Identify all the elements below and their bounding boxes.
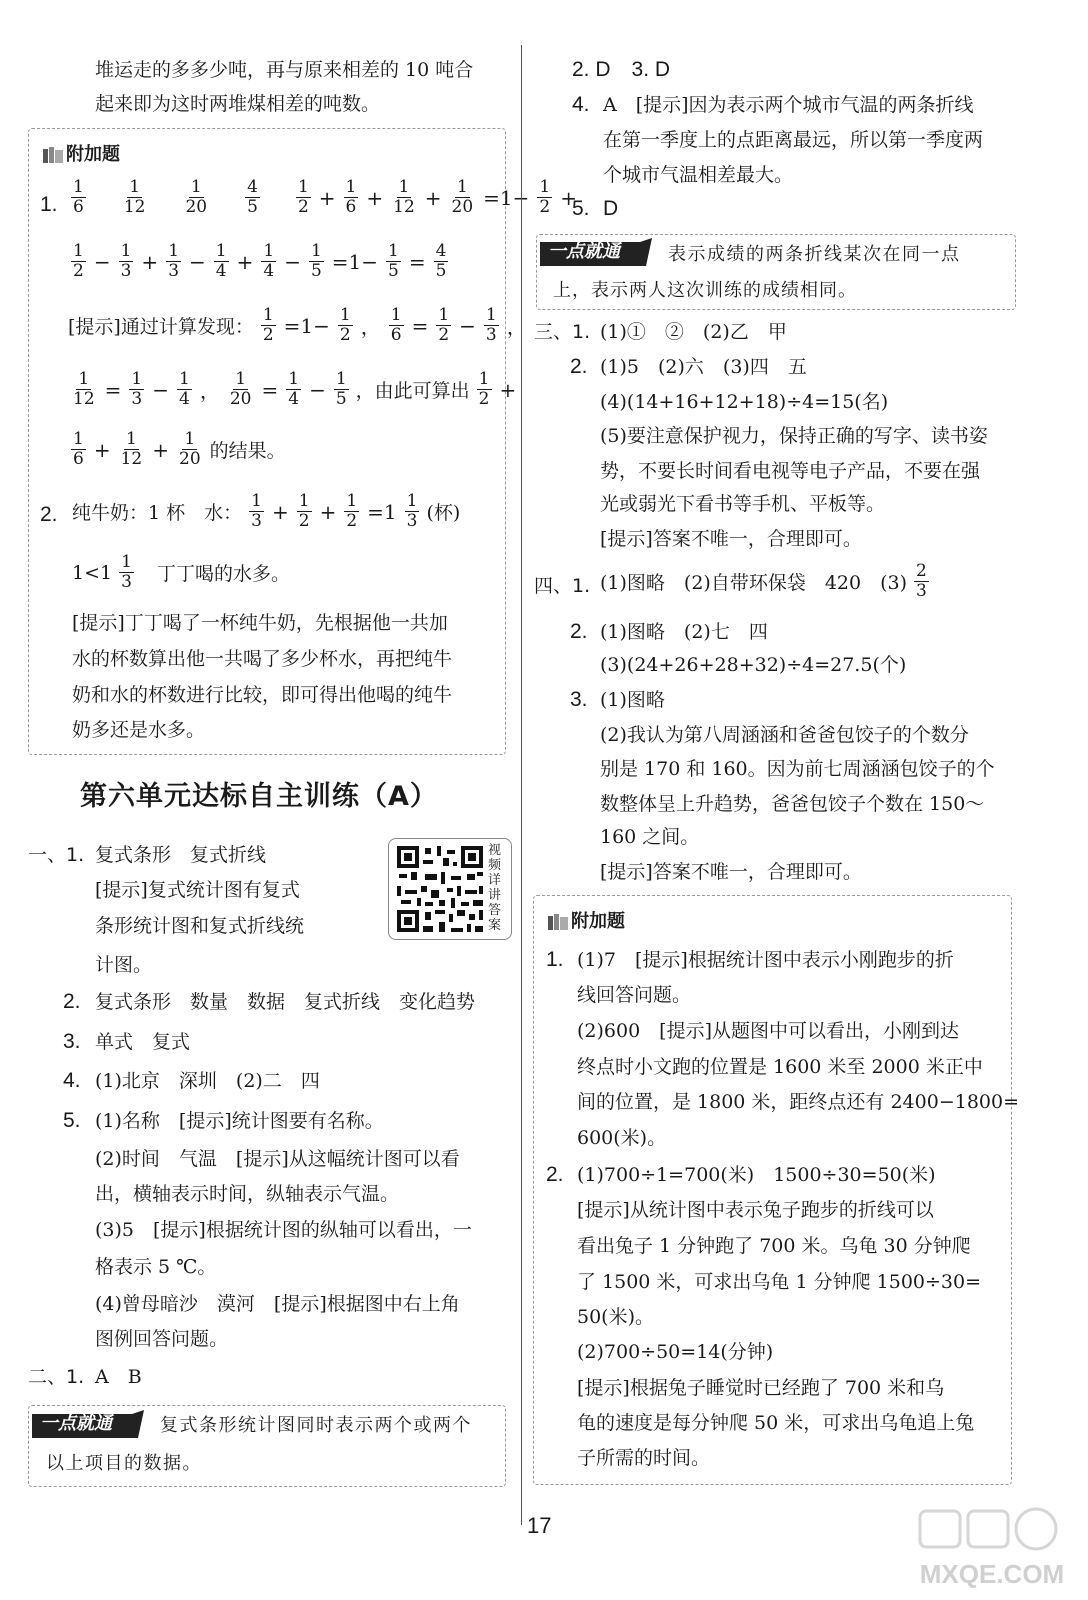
question-number: 3. [63,1030,81,1053]
section-label: 二、1. [28,1366,85,1388]
answer-line: 160 之间。 [600,826,700,848]
text-line: 起来即为这时两堆煤相差的吨数。 [95,93,381,115]
answer-line: (3)(24+26+28+32)÷4=27.5(个) [600,654,907,676]
math-line: 1<1 $\frac{1}{3}$ 丁丁喝的水多。 [72,552,290,592]
hint-line: [提示]答案不唯一，合理即可。 [600,861,862,883]
answer-line: (1)图略 (2)七 四 [600,621,768,643]
question-number: 3. [570,688,588,711]
question-number: 2. [63,990,81,1013]
extra-question-heading: 附加题 [571,911,625,932]
math-line: $\frac{1}{2}$ − $\frac{1}{3}$ + $\frac{1}{3}$ − $\frac{1}{4}$ + $\frac{1}{4}$ − $\frac{1}{5}$ =1− $\frac{1}{5}$ = $\frac{4}{5}$ [73,241,447,281]
answer-line: (2)700÷50=14(分钟) [577,1341,774,1363]
hint-line: [提示]复式统计图有复式 [95,879,300,901]
tip-line: 以上项目的数据。 [46,1453,202,1474]
answer-line: 别是 170 和 160。因为前七周涵涵包饺子的个 [600,758,995,780]
page-title: 第六单元达标自主训练（A） [80,781,438,812]
answer-line: 在第一季度上的点距离最远，所以第一季度两 [603,129,984,151]
answer-line: (1)700÷1=700(米) 1500÷30=50(米) [577,1164,936,1186]
answer-line: 600(米)。 [577,1127,667,1149]
section-label: 四、1. [534,575,591,597]
answer-line: 光或弱光下看书等手机、平板等。 [600,493,886,515]
tip-line: 表示成绩的两条折线某次在同一点 [668,244,961,265]
tip-line: 复式条形统计图同时表示两个或两个 [160,1415,472,1436]
answer-line: 2. D 3. D [572,58,671,81]
answer-line: 间的位置，是 1800 米，距终点还有 2400−1800= [577,1091,1020,1113]
question-number: 5. [63,1109,81,1132]
tip-badge: 一点就通 [548,241,620,262]
answer-line: (2)我认为第八周涵涵和爸爸包饺子的个数分 [600,724,969,746]
question-number: 1. [40,193,58,216]
answer-line: (4)(14+16+12+18)÷4=15(名) [600,391,889,413]
qr-code-icon [395,844,485,934]
answer-line: 终点时小文跑的位置是 1600 米至 2000 米正中 [577,1056,983,1078]
tip-badge: 一点就通 [40,1413,112,1434]
answer-line: (2)时间 气温 [提示]从这幅统计图可以看 [95,1148,460,1170]
answer-line: (1)5 (2)六 (3)四 五 [600,356,807,378]
math-line: $\frac{1}{12}$ = $\frac{1}{3}$ − $\frac{1}{4}$ ， $\frac{1}{20}$ = $\frac{1}{4}$ − $\frac{1}{5}$ ，由此可算出 $\frac{1}{2}$ + [73,369,517,409]
answer-line: (1)图略 [600,689,665,711]
qr-code[interactable] [388,838,512,940]
hint-line: 奶和水的杯数进行比较，即可得出他喝的纯牛 [72,684,453,706]
answer-line: 出，横轴表示时间，纵轴表示气温。 [95,1183,400,1205]
question-number: 2. [570,355,588,378]
watermark-logo [912,1505,1072,1597]
math-line: $\frac{1}{6}$ $\frac{1}{12}$ $\frac{1}{20}$ $\frac{4}{5}$ $\frac{1}{2}$ + $\frac{1}{6}$ + $\frac{1}{12}$ + $\frac{1}{20}$ =1− $\frac{1}{2}$ + [73,177,578,217]
hint-line: [提示]丁丁喝了一杯纯牛奶，先根据他一共加 [72,612,448,634]
question-number: 5. [572,197,590,220]
question-number: 2. [40,503,58,526]
hint-line: 条形统计图和复式折线统 [95,915,305,937]
answer-line: 复式条形 数量 数据 复式折线 变化趋势 [95,991,476,1013]
qr-caption: 视频详讲答案 [488,843,502,933]
answer-line: (3)5 [提示]根据统计图的纵轴可以看出，一 [95,1219,472,1241]
question-number: 2. [570,620,588,643]
hint-line: 了 1500 米，可求出乌龟 1 分钟爬 1500÷30= [577,1271,982,1293]
math-line: [提示]通过计算发现： $\frac{1}{2}$ =1− $\frac{1}{2}$ ， $\frac{1}{6}$ = $\frac{1}{2}$ − $\frac{1}{3}$ ， [68,305,527,345]
answer-line: 复式条形 复式折线 [95,844,267,866]
answer-line: D [603,197,619,220]
question-number: 2. [546,1163,564,1186]
answer-line: (1)名称 [提示]统计图要有名称。 [95,1110,384,1132]
hint-line: 奶多还是水多。 [72,719,206,741]
hint-line: [提示]从统计图中表示兔子跑步的折线可以 [577,1199,934,1221]
answer-line: 格表示 5 ℃。 [95,1256,217,1278]
answer-line: A [提示]因为表示两个城市气温的两条折线 [603,94,974,116]
answer-line: (1)① ② (2)乙 甲 [600,321,787,343]
answer-line: 个城市气温相差最大。 [603,164,794,186]
answer-line: 数整体呈上升趋势，爸爸包饺子个数在 150～ [600,793,985,815]
page-number: 17 [527,1513,552,1538]
hint-line: [提示]根据兔子睡觉时已经跑了 700 米和乌 [577,1377,945,1399]
hint-line: 龟的速度是每分钟爬 50 米，可求出乌龟追上兔 [577,1412,975,1434]
tip-line: 上，表示两人这次训练的成绩相同。 [553,280,857,301]
answer-line: 图例回答问题。 [95,1328,229,1350]
hint-line: [提示]答案不唯一，合理即可。 [600,528,862,550]
answer-line: 势，不要长时间看电视等电子产品，不要在强 [600,460,981,482]
book-icon [42,146,64,164]
column-divider [521,45,522,1525]
question-number: 4. [572,93,590,116]
watermark-text: MXQE.COM [919,1559,1065,1589]
answer-line: (4)曾母暗沙 漠河 [提示]根据图中右上角 [95,1293,460,1315]
text-line: 堆运走的多多少吨，再与原来相差的 10 吨合 [95,59,474,81]
answer-line: A B [95,1366,142,1388]
answer-line: (1)7 [提示]根据统计图中表示小刚跑步的折 [577,949,954,971]
section-label: 三、1. [534,321,591,343]
answer-line: (5)要注意保护视力，保持正确的写字、读书姿 [600,425,988,447]
book-icon [547,913,569,931]
answer-line: (1)北京 深圳 (2)二 四 [95,1070,320,1092]
answer-line: (2)600 [提示]从题图中可以看出，小刚到达 [577,1020,960,1042]
hint-line: 水的杯数算出他一共喝了多少杯水，再把纯牛 [72,648,453,670]
question-number: 1. [546,948,564,971]
hint-line: 50(米)。 [577,1306,655,1328]
answer-line: 线回答问题。 [577,984,692,1006]
math-line: 纯牛奶：1 杯 水： $\frac{1}{3}$ + $\frac{1}{2}$ + $\frac{1}{2}$ =1 $\frac{1}{3}$ (杯) [72,491,461,531]
extra-question-heading: 附加题 [66,144,120,165]
math-line: $\frac{1}{6}$ + $\frac{1}{12}$ + $\frac{1}{20}$ 的结果。 [73,429,286,469]
section-label: 一、1. [28,844,85,866]
hint-line: 子所需的时间。 [577,1447,711,1469]
hint-line: 看出兔子 1 分钟跑了 700 米。乌龟 30 分钟爬 [577,1235,971,1257]
question-number: 4. [63,1069,81,1092]
answer-line: 单式 复式 [95,1031,191,1053]
math-line: (1)图略 (2)自带环保袋 420 (3) $\frac{2}{3}$ [600,561,927,601]
hint-line: 计图。 [95,954,153,976]
